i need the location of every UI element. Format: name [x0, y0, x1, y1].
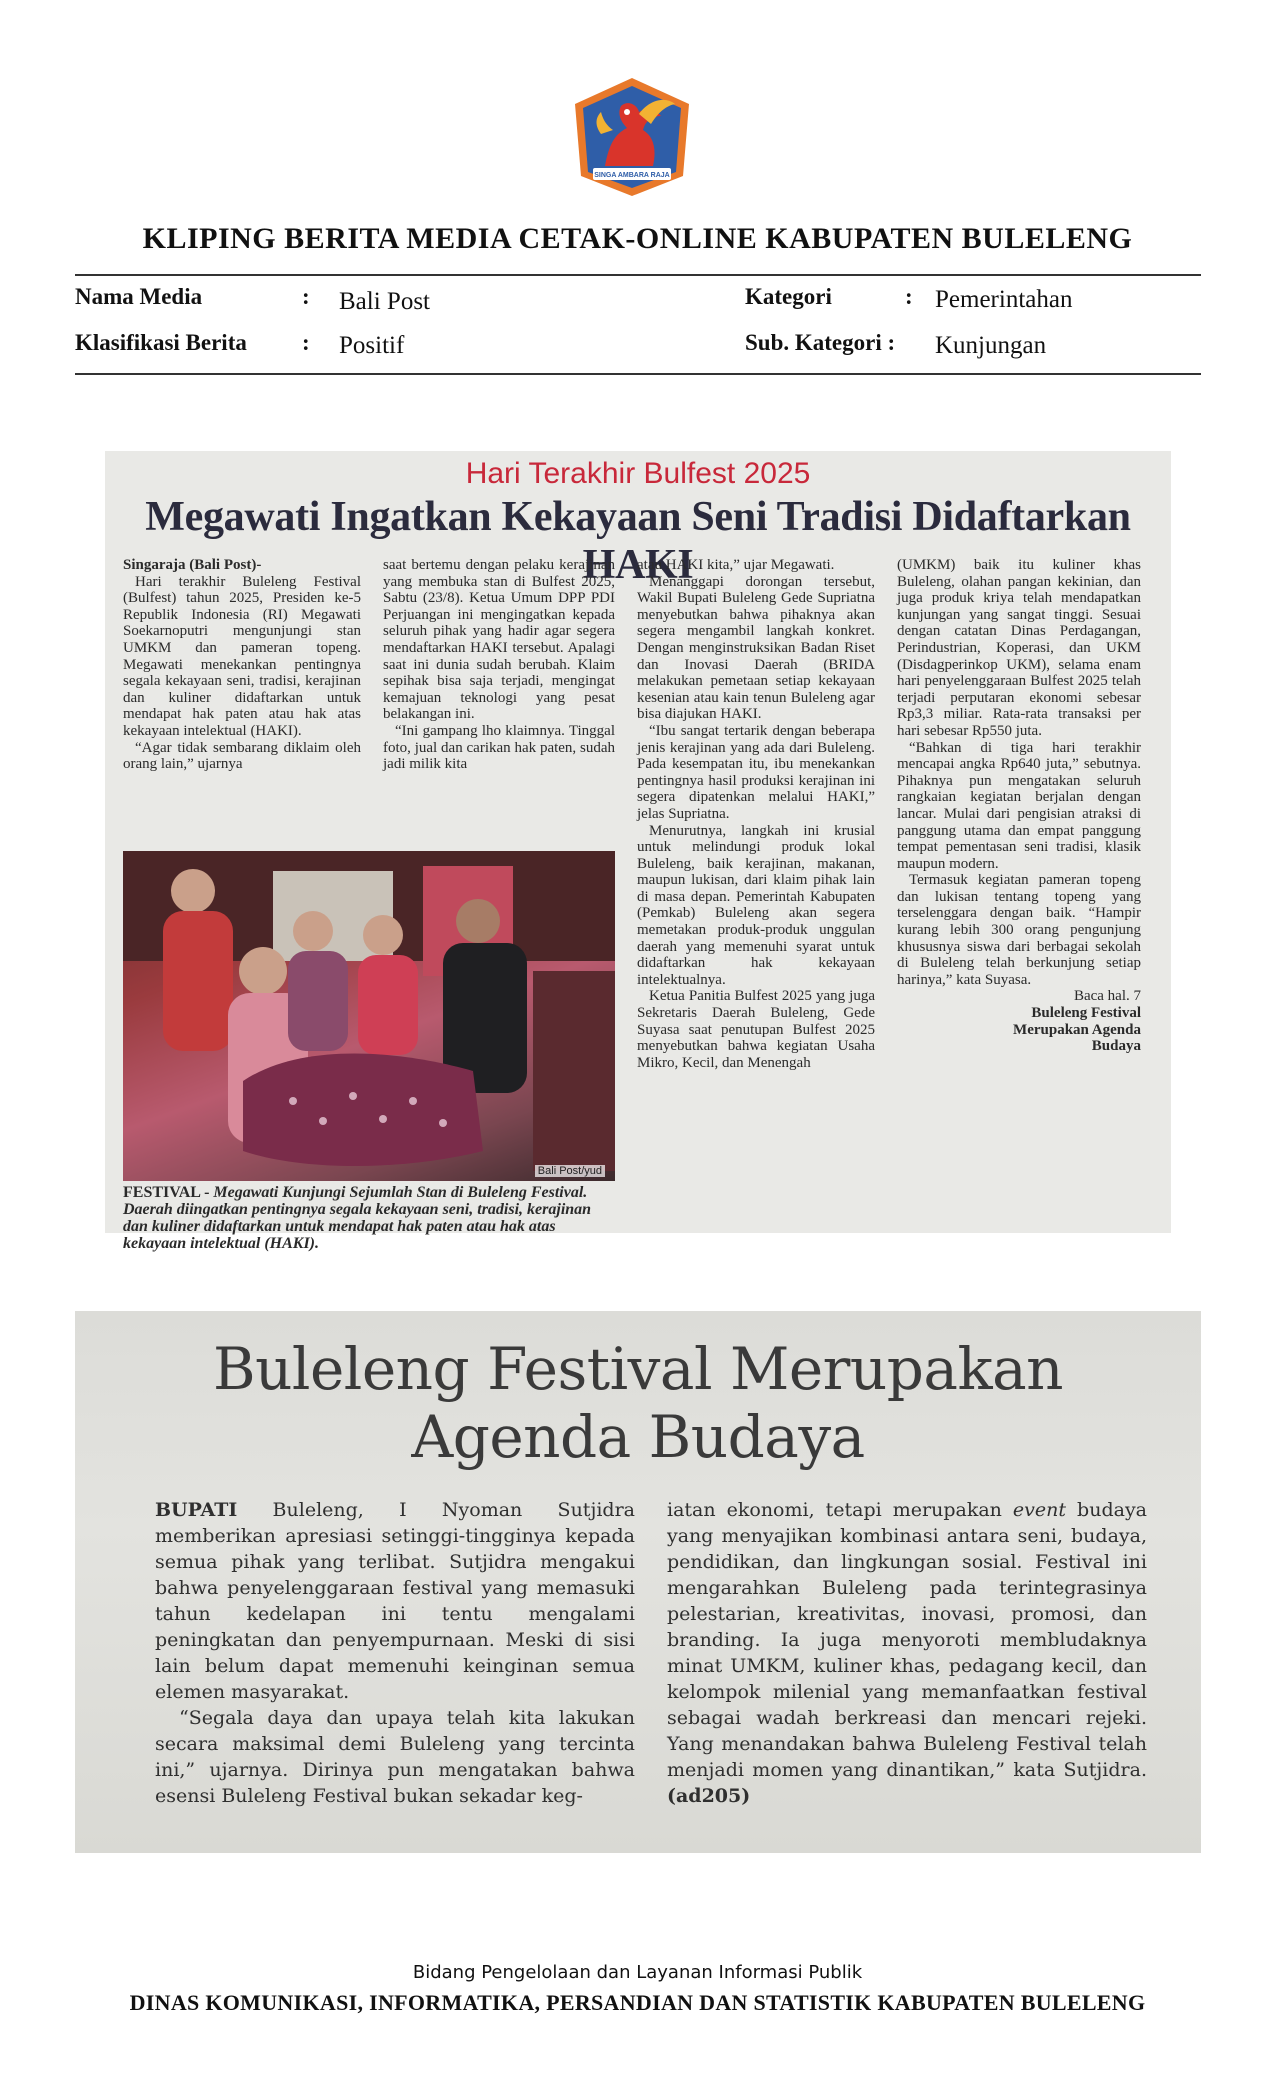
continued-title: Buleleng Festival Merupakan Agenda Budaya: [1013, 1005, 1141, 1055]
paragraph: Menanggapi dorongan tersebut, Wakil Bupati Buleleng Gede Supriatna menyebutkan bahwa pihaknya akan segera mengambil langkah konkret. Dengan menginstruksikan Badan Riset dan Inovasi Daerah (BRIDA melakukan pemetaan setiap kekayaan kesenian atau kain tenun Buleleng agar bisa diajukan HAKI.: [637, 573, 875, 723]
paragraph: Hari terakhir Buleleng Festival (Bulfest) tahun 2025, Presiden ke-5 Republik Indonesia (RI) Megawati Soekarnoputri mengunjungi stan UMKM dan pameran topeng. Megawati menekankan pentingnya segala kekayaan seni, tradisi, kerajinan dan kuliner didaftarkan untuk mendapat hak paten atau hak atas kekayaan intelektual (HAKI).: [123, 573, 361, 739]
paragraph: “Segala daya dan upaya telah kita lakukan secara maksimal demi Buleleng yang tercinta ini,” ujarnya. Dirinya pun mengatakan bahwa esensi Buleleng Festival bukan sekadar keg-: [155, 1707, 635, 1807]
meta-rule: [75, 373, 1201, 375]
article-headline: Megawati Ingatkan Kekayaan Seni Tradisi Didaftarkan HAKI: [145, 494, 1131, 588]
news-clipping-bali-post: [105, 451, 1171, 1252]
kategori-value: Pemerintahan: [935, 286, 1073, 313]
subkategori-label: Sub. Kategori :: [745, 330, 896, 355]
paragraph: (UMKM) baik itu kuliner khas Buleleng, olahan pangan kekinian, dan juga produk kriya telah mendapatkan kunjungan yang sangat tinggi. Sesuai dengan catatan Dinas Perdagangan, Perindustrian, Koperasi, dan UKM (Disdagperinkop UKM), selama enam hari penyelenggaraan Bulfest 2025 telah terjadi perputaran ekonomi sebesar Rp3,3 miliar. Rata-rata transaksi per hari sebesar Rp550 juta.: [897, 557, 1141, 739]
document-title: KLIPING BERITA MEDIA CETAK-ONLINE KABUPATEN BULELENG: [142, 222, 1133, 255]
paragraph: atau HAKI kita,” ujar Megawati.: [637, 557, 835, 573]
continued-note: Baca hal. 7: [1073, 988, 1141, 1005]
paragraph: Buleleng, I Nyoman Sutjidra memberikan apresiasi setinggi-tingginya kepada semua pihak yang terlibat. Sutjidra mengakui bahwa penyelenggaraan festival yang memasuki tahun kedelapan ini tentu mengalami peningkatan dan penyempurnaan. Meski di sisi lain belum dapat memenuhi keinginan semua elemen masyarakat.: [155, 1499, 635, 1703]
continuation-column-right: [667, 1497, 1147, 1809]
paragraph: “Bahkan di tiga hari terakhir mencapai angka Rp640 juta,” sebutnya. Pihaknya pun mengatakan seluruh rangkaian kegiatan berjalan dengan lancar. Mulai dari pengisian atraksi di panggung utama dan empat panggung tempat pementasan seni tradisi, klasik maupun modern.: [897, 739, 1141, 872]
paragraph: iatan ekonomi, tetapi merupakan: [667, 1499, 1013, 1521]
top-rule: [75, 274, 1201, 276]
article-photo: [123, 851, 615, 1181]
news-clipping-continuation: [75, 1311, 1201, 1853]
article-column-3: [637, 557, 875, 1233]
continuation-column-left: [155, 1497, 635, 1809]
signoff: (ad205): [667, 1785, 751, 1807]
footer-agency: DINAS KOMUNIKASI, INFORMATIKA, PERSANDIAN DAN STATISTIK KABUPATEN BULELENG: [129, 1990, 1146, 2015]
paragraph: Termasuk kegiatan pameran topeng dan lukisan tentang topeng yang terselenggara dengan baik. “Hampir kurang lebih 300 orang pengunjung khususnya siswa dari berbagai sekolah di Buleleng telah berkunjung setiap harinya,” kata Suyasa.: [897, 872, 1141, 988]
caption-text: Megawati Kunjungi Sejumlah Stan di Buleleng Festival. Daerah diingatkan pentingnya segala kekayaan seni, tradisi, kerajinan dan kuliner didaftarkan untuk mendapat hak paten atau hak atas kekayaan intelektual (HAKI).: [123, 1184, 592, 1252]
headline-line-2: Agenda Budaya: [411, 1403, 865, 1471]
paragraph: “Agar tidak sembarang diklaim oleh orang lain,” ujarnya: [123, 739, 361, 773]
paragraph: “Ini gampang lho klaimnya. Tinggal foto, jual dan carikan hak paten, sudah jadi milik kita: [383, 722, 615, 773]
media-value: Bali Post: [339, 288, 430, 315]
media-colon: :: [302, 284, 310, 309]
continuation-headline: [75, 1335, 1201, 1471]
lead-word: BUPATI: [155, 1499, 238, 1521]
photo-credit: Bali Post/yud: [535, 1165, 605, 1177]
paragraph: budaya yang menyajikan kombinasi antara seni, budaya, pendidikan, dan lingkungan sosial. Festival ini mengarahkan Buleleng pada terintegrasinya pelestarian, kreativitas, inovasi, promosi, dan branding. Ia juga menyoroti membludaknya minat UMKM, kuliner khas, pedagang kecil, dan kelompok milenial yang memanfaatkan festival sebagai wadah berkreasi dan mencari rejeki. Yang menandakan bahwa Buleleng Festival telah menjadi momen yang dinantikan,” kata Sutjidra.: [667, 1499, 1148, 1781]
kategori-colon: :: [905, 284, 913, 309]
article-column-2: [383, 557, 615, 847]
kategori-label: Kategori: [745, 284, 832, 309]
footer-unit: Bidang Pengelolaan dan Layanan Informasi Publik: [412, 1962, 863, 1983]
media-label: Nama Media: [75, 284, 203, 309]
logo-motto: SINGA AMBARA RAJA: [594, 172, 670, 179]
paragraph: “Ibu sangat tertarik dengan beberapa jenis kerajinan yang ada dari Buleleng. Pada kesempatan itu, ibu menekankan pentingnya hasil produksi kerajinan ini segera dipatenkan melalui HAKI,” jelas Supriatna.: [637, 722, 875, 822]
article-kicker: Hari Terakhir Bulfest 2025: [465, 457, 811, 490]
headline-line-1: Buleleng Festival Merupakan: [212, 1335, 1064, 1403]
singa-ambara-raja-logo-icon: [565, 74, 699, 200]
paragraph: saat bertemu dengan pelaku kerajinan yang membuka stan di Bulfest 2025, Sabtu (23/8). Ketua Umum DPP PDI Perjuangan ini mengingatkan kepada seluruh pihak yang hadir agar segera mendaftarkan HAKI tersebut. Apalagi saat ini dunia sudah berubah. Klaim sepihak bisa saja terjadi, mengingat kemajuan teknologi yang pesat belakangan ini.: [383, 557, 615, 723]
photo-illustration: [123, 851, 615, 1181]
klasifikasi-label: Klasifikasi Berita: [75, 330, 247, 355]
paragraph: Menurutnya, langkah ini krusial untuk melindungi produk lokal Buleleng, baik kerajinan, makanan, maupun lukisan, dari klaim pihak lain di masa depan. Pemerintah Kabupaten (Pemkab) Buleleng akan segera memetakan produk-produk unggulan daerah yang memenuhi syarat untuk didaftarkan hak kekayaan intelektualnya.: [637, 822, 875, 988]
emphasis: event: [1012, 1499, 1067, 1521]
article-column-4: [897, 557, 1141, 1233]
klasifikasi-value: Positif: [339, 332, 405, 359]
paragraph: Ketua Panitia Bulfest 2025 yang juga Sekretaris Daerah Buleleng, Gede Suyasa saat penutupan Bulfest 2025 menyebutkan bahwa kegiatan Usaha Mikro, Kecil, dan Menengah: [637, 988, 875, 1071]
caption-lead: FESTIVAL -: [123, 1184, 214, 1201]
klasifikasi-colon: :: [302, 330, 310, 355]
subkategori-value: Kunjungan: [935, 332, 1047, 359]
photo-caption: [123, 1184, 615, 1252]
article-column-1: [123, 557, 361, 847]
dateline: Singaraja (Bali Post)-: [123, 557, 262, 573]
